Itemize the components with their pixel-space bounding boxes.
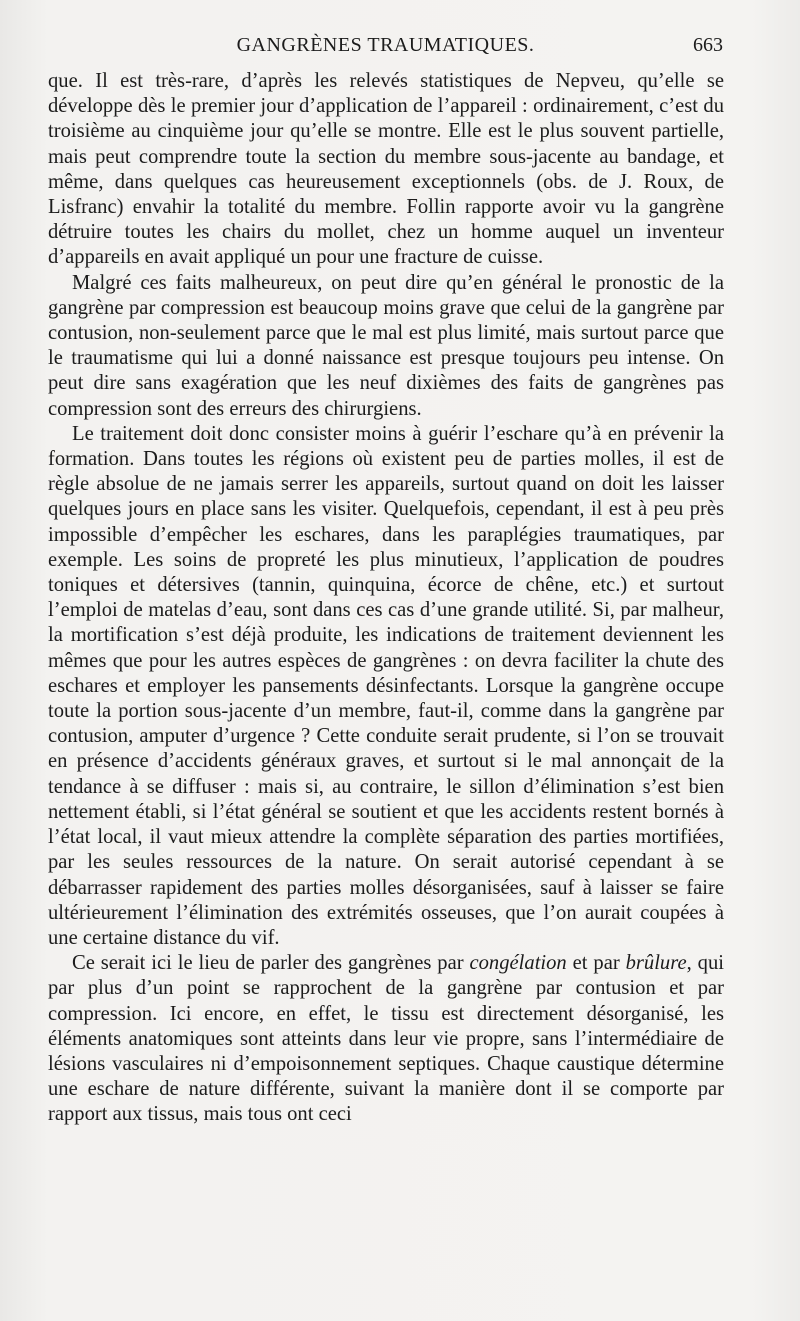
paragraph-congelation-brulure <box>48 951 724 1127</box>
italic-term-brulure: brûlure <box>625 952 687 975</box>
running-head <box>48 34 723 62</box>
italic-term-congelation: congélation <box>469 952 567 975</box>
paragraph-traitement: Le traitement doit donc consister moins à guérir l’eschare qu’à en prévenir la formation. Dans toutes les régions où existent peu de parties molles, il est de règle absolue de ne jamais serrer les appareils, surtout quand on doit les laisser quelques jours en place sans les visiter. Quelquefois, cependant, il est à peu près impossible d’empêcher les eschares, dans les paraplégies traumatiques, par exemple. Les soins de propreté les plus minutieux, l’application de poudres toniques et détersives (tannin, quinquina, écorce de chêne, etc.) et surtout l’emploi de matelas d’eau, sont dans ces cas d’une grande utilité. Si, par malheur, la mortification s’est déjà produite, les indications de traitement deviennent les mêmes que pour les autres espèces de gangrènes : on devra faciliter la chute des eschares et employer les pansements désinfectants. Lorsque la gangrène occupe toute la portion sous-jacente d’un membre, faut-il, comme dans la gangrène par contusion, amputer d’urgence ? Cette conduite serait prudente, si l’on se trouvait en présence d’accidents généraux graves, et surtout si le mal annonçait de la tendance à se diffuser : mais si, au contraire, le sillon d’élimination s’est bien nettement établi, si l’état général se soutient et que les accidents restent bornés à l’état local, il vaut mieux attendre la complète séparation des parties mortifiées, par les seules ressources de la nature. On serait autorisé cependant à se débarrasser rapidement des parties molles désorganisées, sauf à laisser se faire ultérieurement l’élimination des extrémités osseuses, que l’on aurait coupées à une certaine distance du vif. <box>48 422 724 949</box>
body-text <box>48 69 724 1128</box>
text-run: et par <box>566 952 626 975</box>
page-number: 663 <box>693 34 723 56</box>
text-run: Ce serait ici le lieu de parler des gangrènes par <box>72 952 470 975</box>
running-title: GANGRÈNES TRAUMATIQUES. <box>236 34 535 56</box>
paragraph-continued: que. Il est très-rare, d’après les relevés statistiques de Nepveu, qu’elle se développe dès le premier jour d’application de l’appareil : ordinairement, c’est du troisième au cinquième jour qu’elle se montre. Elle est le plus souvent partielle, mais peut comprendre toute la section du membre sous-jacente au bandage, et même, dans quelques cas heureusement exceptionnels (obs. de J. Roux, de Lisfranc) envahir la totalité du membre. Follin rapporte avoir vu la gangrène détruire toutes les chairs du mollet, chez un homme auquel un inventeur d’appareils en avait appliqué un pour une fracture de cuisse. <box>48 70 724 269</box>
text-run: , qui par plus d’un point se rapprochent de la gangrène par contusion et par compression. Ici encore, en effet, le tissu est directement désorganisé, les éléments anatomiques sont atteints dans leur vie propre, sans l’intermédiaire de lésions vasculaires ni d’empoisonnement septiques. Chaque caustique détermine une eschare de nature différente, suivant la manière dont il se comporte par rapport aux tissus, mais tous ont ceci <box>48 952 724 1126</box>
paragraph-pronostic: Malgré ces faits malheureux, on peut dire qu’en général le pronostic de la gangrène par compression est beaucoup moins grave que celui de la gangrène par contusion, non-seulement parce que le mal est plus limité, mais surtout parce que le traumatisme qui lui a donné naissance est presque toujours peu intense. On peut dire sans exagération que les neuf dixièmes des faits de gangrènes pas compression sont des erreurs des chirurgiens. <box>48 271 724 420</box>
